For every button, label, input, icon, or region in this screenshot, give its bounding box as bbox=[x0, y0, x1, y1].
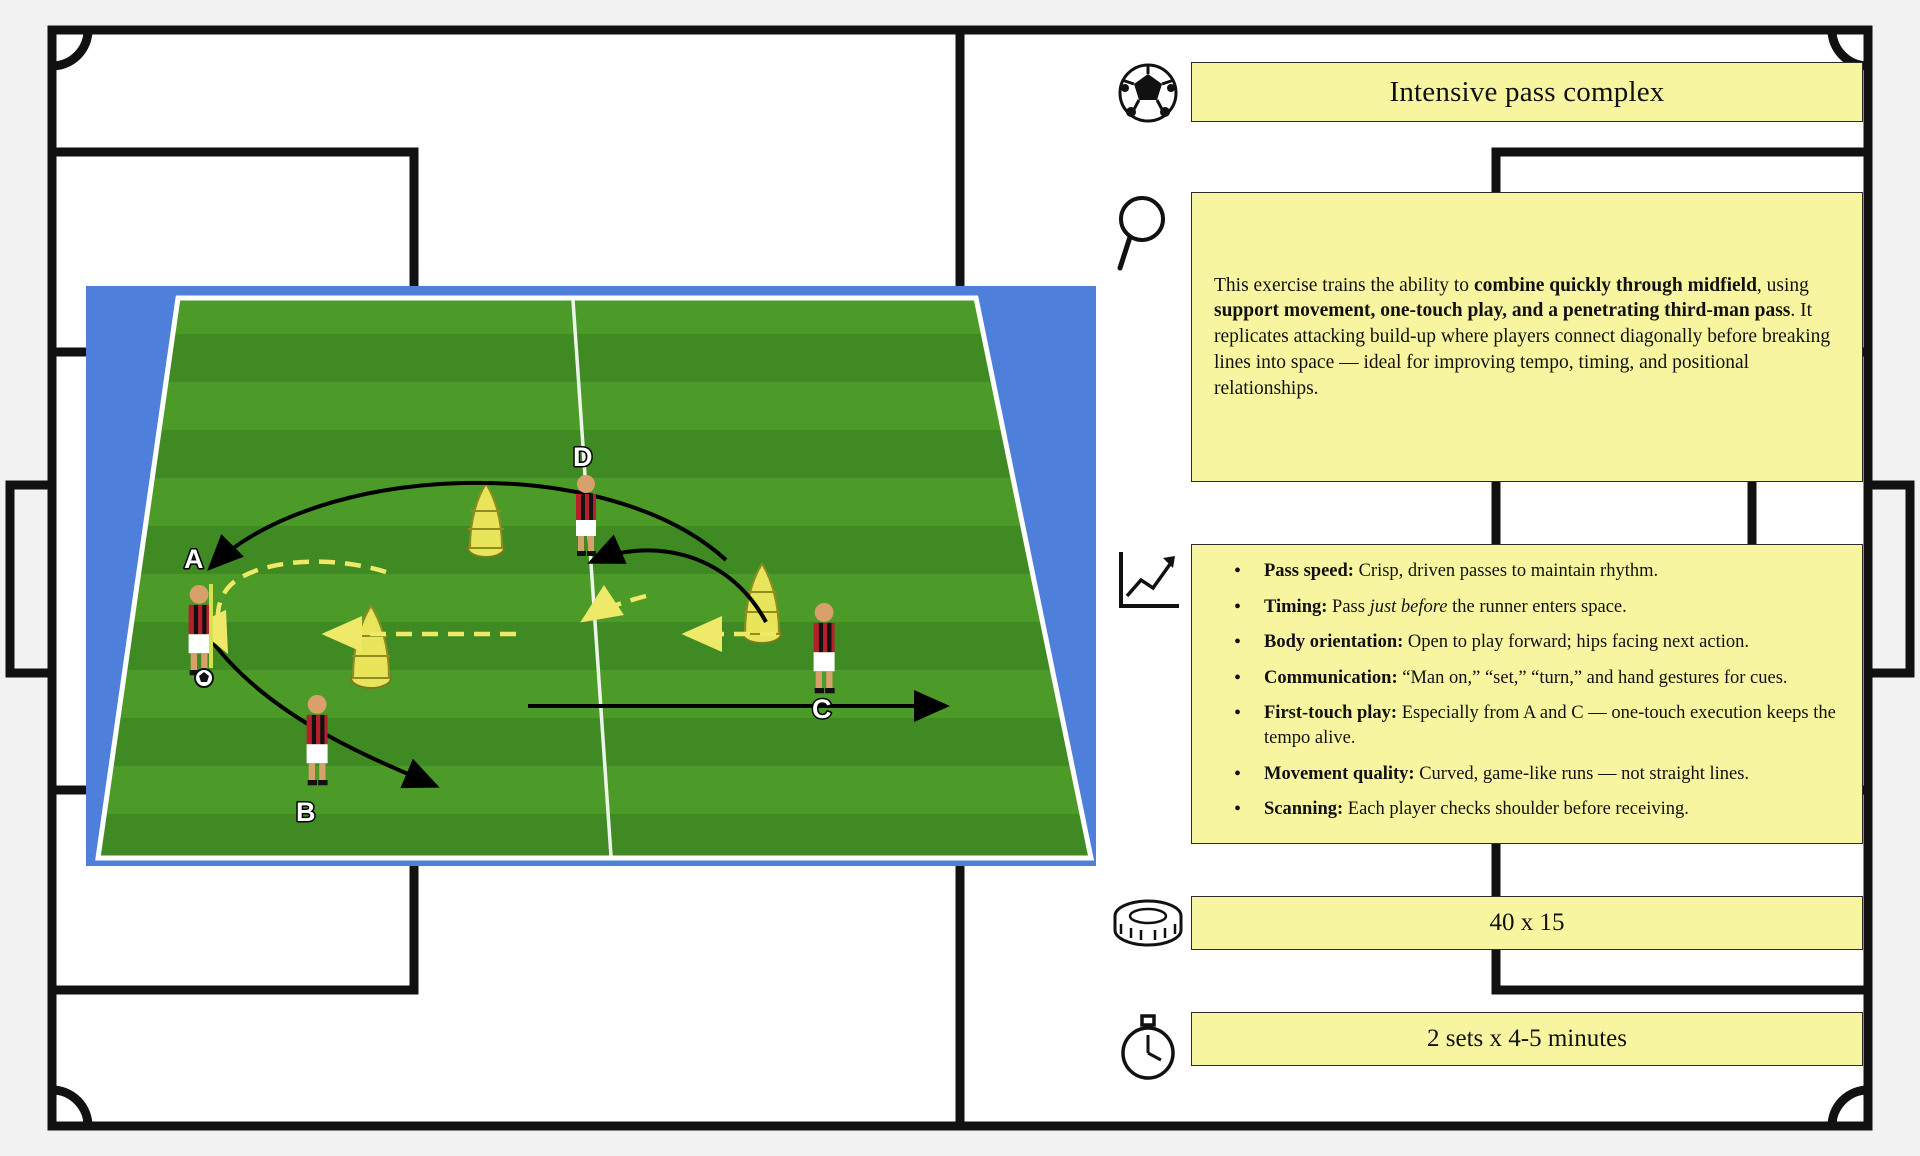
area-card bbox=[1191, 896, 1863, 950]
coaching-point-text: Especially from A and C — one-touch execution keeps the tempo alive. bbox=[1264, 703, 1836, 748]
description-row bbox=[1105, 192, 1885, 482]
coaching-points-list bbox=[1210, 559, 1844, 822]
coaching-point-text: “Man on,” “set,” “turn,” and hand gestures for cues. bbox=[1397, 667, 1788, 688]
duration-text: 2 sets x 4-5 minutes bbox=[1427, 1025, 1627, 1052]
duration-row bbox=[1105, 1012, 1885, 1082]
coaching-point-label: Body orientation: bbox=[1264, 632, 1404, 653]
drill-canvas bbox=[86, 286, 1096, 866]
area-row bbox=[1105, 896, 1885, 950]
coaching-point-item bbox=[1210, 701, 1844, 750]
exercise-title: Intensive pass complex bbox=[1389, 75, 1665, 108]
stadium-icon bbox=[1105, 896, 1191, 948]
soccer-ball-icon bbox=[1105, 62, 1191, 124]
description-card bbox=[1191, 192, 1863, 482]
coaching-point-text: Crisp, driven passes to maintain rhythm. bbox=[1353, 561, 1659, 581]
coaching-point-label: Scanning: bbox=[1264, 799, 1344, 820]
coaching-points-row bbox=[1105, 544, 1885, 844]
coaching-point-text: Each player checks shoulder before receiving. bbox=[1343, 799, 1689, 820]
coaching-point-text: Open to play forward; hips facing next action. bbox=[1403, 632, 1750, 653]
duration-card bbox=[1191, 1012, 1863, 1066]
coaching-points-card bbox=[1191, 544, 1863, 844]
coaching-point-item: • Timing: Pass just before the runner enters space. bbox=[1210, 595, 1844, 620]
info-column bbox=[1105, 40, 1885, 1070]
coaching-point-label: Pass speed: bbox=[1264, 561, 1354, 581]
chart-line-icon bbox=[1105, 544, 1191, 614]
drill-diagram-panel bbox=[86, 286, 1096, 866]
coaching-point-label: Communication: bbox=[1264, 667, 1398, 688]
area-text: 40 x 15 bbox=[1489, 909, 1565, 936]
coaching-point-item bbox=[1210, 559, 1844, 584]
coaching-point-label: Timing: bbox=[1264, 596, 1328, 617]
description-text: This exercise trains the ability to combine quickly through midfield, using support movement, one-touch play, and a penetrating third-man pass. It replicates attacking build-up where players connect diagonally before breaking lines into space — ideal for improving tempo, timing, and positional relationships. bbox=[1214, 274, 1831, 399]
coaching-point-item bbox=[1210, 630, 1844, 655]
coaching-point-item bbox=[1210, 666, 1844, 691]
player-label-b: B bbox=[296, 797, 316, 827]
player-label-d: D bbox=[573, 442, 593, 472]
title-row bbox=[1105, 62, 1885, 124]
magnifier-icon bbox=[1105, 192, 1191, 274]
coaching-point-item bbox=[1210, 762, 1844, 787]
player-label-a: A bbox=[184, 544, 204, 574]
player-label-c: C bbox=[812, 694, 832, 724]
coaching-point-label: First-touch play: bbox=[1264, 703, 1398, 724]
coaching-point-item bbox=[1210, 797, 1844, 822]
stopwatch-icon bbox=[1105, 1012, 1191, 1082]
coaching-point-label: Movement quality: bbox=[1264, 763, 1415, 784]
coaching-point-text: Curved, game-like runs — not straight lines. bbox=[1414, 763, 1750, 784]
exercise-title-card bbox=[1191, 62, 1863, 122]
